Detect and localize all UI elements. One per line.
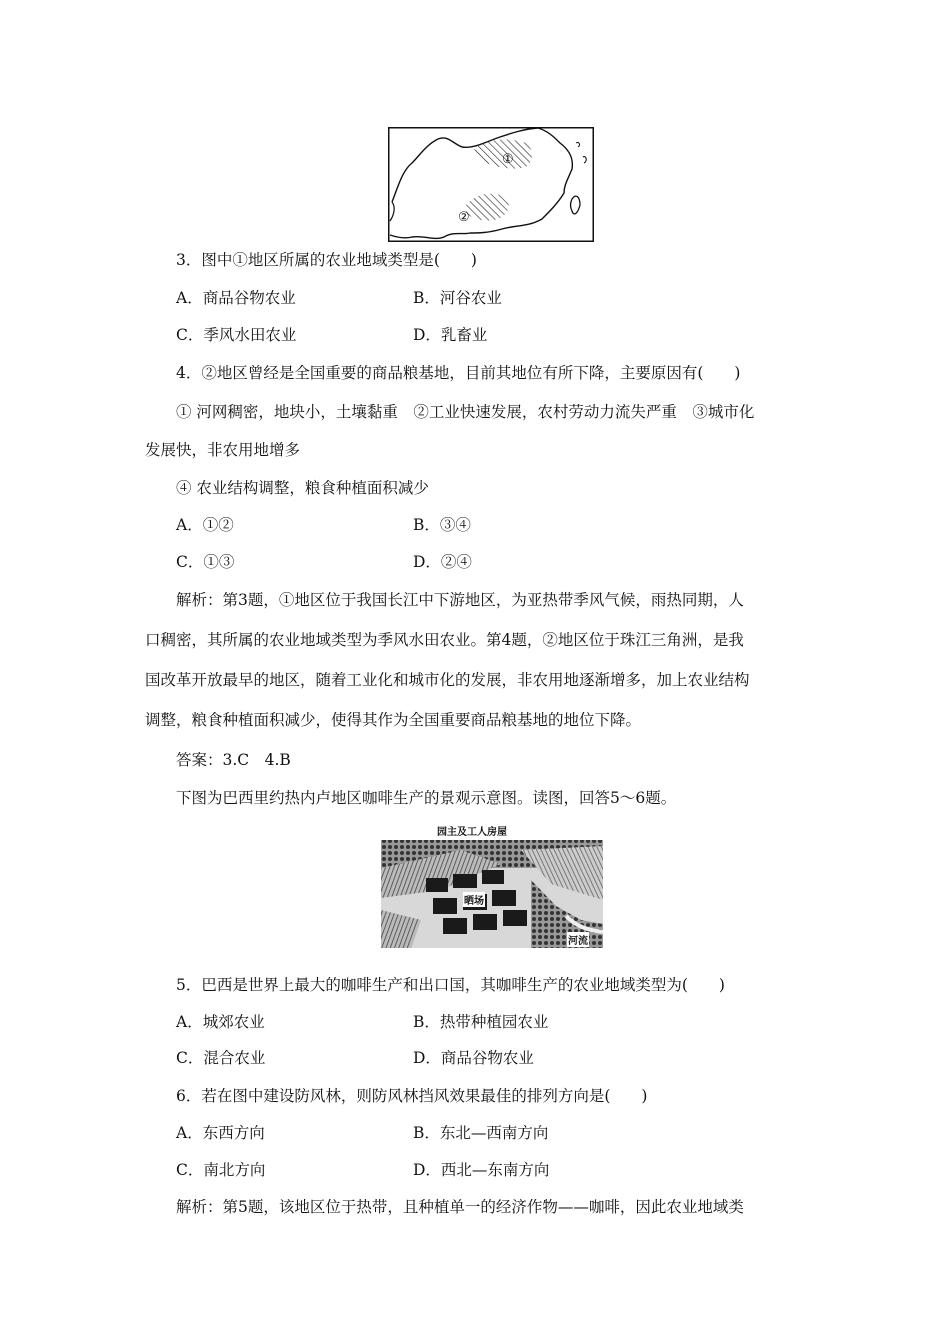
drying-yard-6 bbox=[492, 890, 516, 906]
q5-stem: 5．巴西是世界上最大的咖啡生产和出口国，其咖啡生产的农业地域类型为( ) bbox=[176, 976, 725, 994]
drying-yard-3 bbox=[482, 870, 504, 884]
q6-option-a: A．东西方向 bbox=[176, 1124, 265, 1142]
q4-option-a: A．①② bbox=[176, 516, 234, 534]
q3-option-d: D．乳畜业 bbox=[413, 326, 488, 344]
q4-option-c: C．①③ bbox=[176, 553, 235, 571]
q5-option-b: B．热带种植园农业 bbox=[413, 1013, 549, 1031]
q4-statement-line3: ④ 农业结构调整，粮食种植面积减少 bbox=[176, 479, 429, 497]
q4-option-b: B．③④ bbox=[413, 516, 471, 534]
map-svg bbox=[388, 127, 594, 242]
q4-statement-line1: ① 河网稠密，地块小，土壤黏重 ②工业快速发展，农村劳动力流失严重 ③城市化 bbox=[176, 403, 755, 421]
caption-houses: 园主及工人房屋 bbox=[437, 827, 507, 838]
q4-statement-line2: 发展快，非农用地增多 bbox=[145, 441, 301, 459]
q6-stem: 6．若在图中建设防风林，则防风林挡风效果最佳的排列方向是( ) bbox=[176, 1087, 648, 1105]
map-label-2: ② bbox=[458, 210, 470, 225]
drying-yard-7 bbox=[443, 918, 467, 934]
drying-yard-8 bbox=[473, 914, 497, 930]
intro-q5-6: 下图为巴西里约热内卢地区咖啡生产的景观示意图。读图，回答5～6题。 bbox=[176, 789, 677, 807]
drying-yard-4 bbox=[433, 898, 457, 914]
q4-option-d: D．②④ bbox=[413, 553, 472, 571]
drying-yard-2 bbox=[453, 874, 477, 888]
q5-option-d: D．商品谷物农业 bbox=[413, 1049, 534, 1067]
q3-option-a: A．商品谷物农业 bbox=[176, 289, 296, 307]
caption-drying-yard: 晒场 bbox=[463, 892, 485, 907]
map-label-1: ① bbox=[502, 152, 514, 167]
analysis1-line1: 解析：第3题，①地区位于我国长江中下游地区，为亚热带季风气候，雨热同期，人 bbox=[176, 591, 744, 609]
drying-yard-1 bbox=[426, 878, 448, 892]
q3-option-c: C．季风水田农业 bbox=[176, 326, 297, 344]
analysis2-line1: 解析：第5题，该地区位于热带，且种植单一的经济作物——咖啡，因此农业地域类 bbox=[176, 1198, 744, 1216]
analysis1-line2: 口稠密，其所属的农业地域类型为季风水田农业。第4题，②地区位于珠江三角洲，是我 bbox=[145, 631, 744, 649]
q6-option-c: C．南北方向 bbox=[176, 1161, 266, 1179]
answer1: 答案：3.C 4.B bbox=[176, 751, 291, 769]
q3-option-b: B．河谷农业 bbox=[413, 289, 502, 307]
q4-stem: 4．②地区曾经是全国重要的商品粮基地，目前其地位有所下降，主要原因有( ) bbox=[176, 364, 741, 382]
q5-option-a: A．城郊农业 bbox=[176, 1013, 265, 1031]
q6-option-b: B．东北—西南方向 bbox=[413, 1124, 549, 1142]
q6-option-d: D．西北—东南方向 bbox=[413, 1161, 550, 1179]
coffee-plantation-figure bbox=[381, 820, 603, 948]
q5-option-c: C．混合农业 bbox=[176, 1049, 266, 1067]
q3-stem: 3．图中①地区所属的农业地域类型是( ) bbox=[176, 251, 477, 269]
analysis1-line4: 调整，粮食种植面积减少，使得其作为全国重要商品粮基地的地位下降。 bbox=[145, 711, 642, 729]
plantation-svg bbox=[381, 820, 603, 948]
china-map-figure bbox=[388, 127, 594, 242]
analysis1-line3: 国改革开放最早的地区，随着工业化和城市化的发展，非农用地逐渐增多，加上农业结构 bbox=[145, 671, 750, 689]
caption-river: 河流 bbox=[567, 932, 589, 947]
drying-yard-9 bbox=[503, 910, 527, 926]
